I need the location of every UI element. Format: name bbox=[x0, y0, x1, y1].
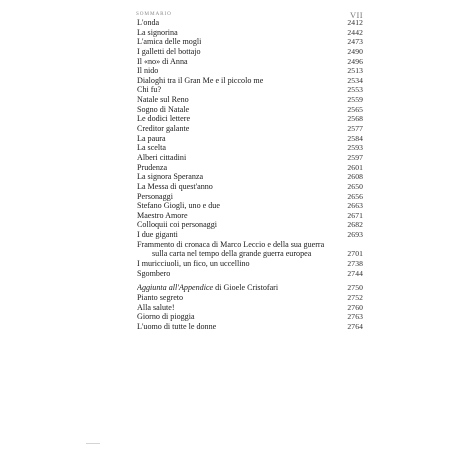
entry-title: La paura bbox=[137, 133, 166, 143]
toc-entry bbox=[137, 18, 363, 28]
entry-title: Sgombero bbox=[137, 268, 171, 278]
entry-title: L'amica delle mogli bbox=[137, 37, 202, 47]
entry-title-line-1: Frammento di cronaca di Marco Leccio e della sua guerra bbox=[137, 239, 325, 249]
toc-entry bbox=[137, 85, 363, 95]
entry-page: 2763 bbox=[347, 312, 363, 322]
entry-title: I due giganti bbox=[137, 230, 178, 240]
entry-title: Natale sul Reno bbox=[137, 95, 189, 105]
entry-page: 2442 bbox=[347, 27, 363, 37]
entry-title bbox=[137, 240, 342, 259]
toc-entry bbox=[137, 269, 363, 279]
entry-page: 2593 bbox=[347, 143, 363, 153]
entry-page: 2701 bbox=[347, 249, 363, 259]
toc-entry bbox=[137, 293, 363, 303]
entry-title: Stefano Giogli, uno e due bbox=[137, 201, 220, 211]
entry-page: 2663 bbox=[347, 201, 363, 211]
entry-title: Prudenza bbox=[137, 162, 168, 172]
entry-page: 2750 bbox=[347, 283, 363, 293]
toc-entry bbox=[137, 76, 363, 86]
entry-page: 2568 bbox=[347, 114, 363, 124]
appendix-title bbox=[137, 283, 278, 293]
entry-page: 2764 bbox=[347, 321, 363, 331]
toc-entry bbox=[137, 124, 363, 134]
entry-page: 2597 bbox=[347, 152, 363, 162]
toc-entry bbox=[137, 143, 363, 153]
entry-page: 2584 bbox=[347, 133, 363, 143]
toc-entry bbox=[137, 220, 363, 230]
entry-title: I muricciuoli, un fico, un uccellino bbox=[137, 259, 250, 269]
entry-title: Pianto segreto bbox=[137, 292, 184, 302]
entry-title: Il «no» di Anna bbox=[137, 56, 188, 66]
entry-title: Il nido bbox=[137, 66, 159, 76]
entry-title: Dialoghi tra il Gran Me e il piccolo me bbox=[137, 75, 264, 85]
entry-page: 2760 bbox=[347, 302, 363, 312]
toc-entry bbox=[137, 66, 363, 76]
toc-entry bbox=[137, 201, 363, 211]
entry-page: 2650 bbox=[347, 181, 363, 191]
entry-page: 2496 bbox=[347, 56, 363, 66]
toc-entry bbox=[137, 57, 363, 67]
entry-title: Chi fu? bbox=[137, 85, 162, 95]
toc-entry bbox=[137, 47, 363, 57]
toc-entry bbox=[137, 28, 363, 38]
toc-entry bbox=[137, 259, 363, 269]
entry-page: 2752 bbox=[347, 292, 363, 302]
entry-page: 2553 bbox=[347, 85, 363, 95]
entry-title: Alla salute! bbox=[137, 302, 175, 312]
entry-title: Sogno di Natale bbox=[137, 104, 190, 114]
entry-title: La signorina bbox=[137, 27, 178, 37]
toc-entry bbox=[137, 172, 363, 182]
appendix-author: di Gioele Cristofari bbox=[213, 283, 279, 293]
entry-page: 2412 bbox=[347, 18, 363, 27]
entry-page: 2490 bbox=[347, 46, 363, 56]
toc-entry bbox=[137, 211, 363, 221]
entry-title: Personaggi bbox=[137, 191, 173, 201]
table-of-contents bbox=[137, 18, 363, 332]
entry-title: Colloquii coi personaggi bbox=[137, 220, 218, 230]
toc-entry bbox=[137, 192, 363, 202]
toc-entry bbox=[137, 105, 363, 115]
entry-title: La scelta bbox=[137, 143, 166, 153]
toc-entry bbox=[137, 312, 363, 322]
entry-page: 2693 bbox=[347, 230, 363, 240]
entry-title: La signora Speranza bbox=[137, 172, 204, 182]
toc-entry bbox=[137, 303, 363, 313]
toc-entry bbox=[137, 114, 363, 124]
entry-title: Le dodici lettere bbox=[137, 114, 191, 124]
toc-entry bbox=[137, 95, 363, 105]
entry-title: Maestro Amore bbox=[137, 210, 188, 220]
entry-page: 2744 bbox=[347, 268, 363, 278]
toc-entry bbox=[137, 134, 363, 144]
toc-entry bbox=[137, 230, 363, 240]
entry-page: 2577 bbox=[347, 124, 363, 134]
entry-page: 2601 bbox=[347, 162, 363, 172]
toc-entry bbox=[137, 153, 363, 163]
entry-page: 2565 bbox=[347, 104, 363, 114]
page-edge-mark bbox=[86, 443, 100, 444]
entry-page: 2671 bbox=[347, 210, 363, 220]
entry-page: 2682 bbox=[347, 220, 363, 230]
toc-entry bbox=[137, 182, 363, 192]
entry-page: 2513 bbox=[347, 66, 363, 76]
entry-title: Creditor galante bbox=[137, 124, 190, 134]
toc-entry bbox=[137, 37, 363, 47]
entry-title: Giorno di pioggia bbox=[137, 312, 195, 322]
toc-entry-multiline bbox=[137, 240, 363, 259]
running-head: SOMMARIO bbox=[136, 11, 172, 17]
entry-page: 2534 bbox=[347, 75, 363, 85]
entry-title: I galletti del bottajo bbox=[137, 46, 201, 56]
entry-page: 2738 bbox=[347, 259, 363, 269]
entry-title: Alberi cittadini bbox=[137, 152, 187, 162]
page-number: VII bbox=[350, 10, 363, 20]
entry-page: 2559 bbox=[347, 95, 363, 105]
entry-title: L'onda bbox=[137, 18, 160, 27]
entry-page: 2608 bbox=[347, 172, 363, 182]
entry-title: L'uomo di tutte le donne bbox=[137, 321, 217, 331]
entry-page: 2656 bbox=[347, 191, 363, 201]
entry-page: 2473 bbox=[347, 37, 363, 47]
appendix-heading bbox=[137, 283, 363, 293]
toc-entry bbox=[137, 322, 363, 332]
appendix-lead: Aggiunta all'Appendice bbox=[137, 283, 214, 293]
toc-entry bbox=[137, 163, 363, 173]
entry-title: La Messa di quest'anno bbox=[137, 181, 213, 191]
entry-title-line-2: sulla carta nel tempo della grande guerra europea bbox=[152, 249, 312, 259]
